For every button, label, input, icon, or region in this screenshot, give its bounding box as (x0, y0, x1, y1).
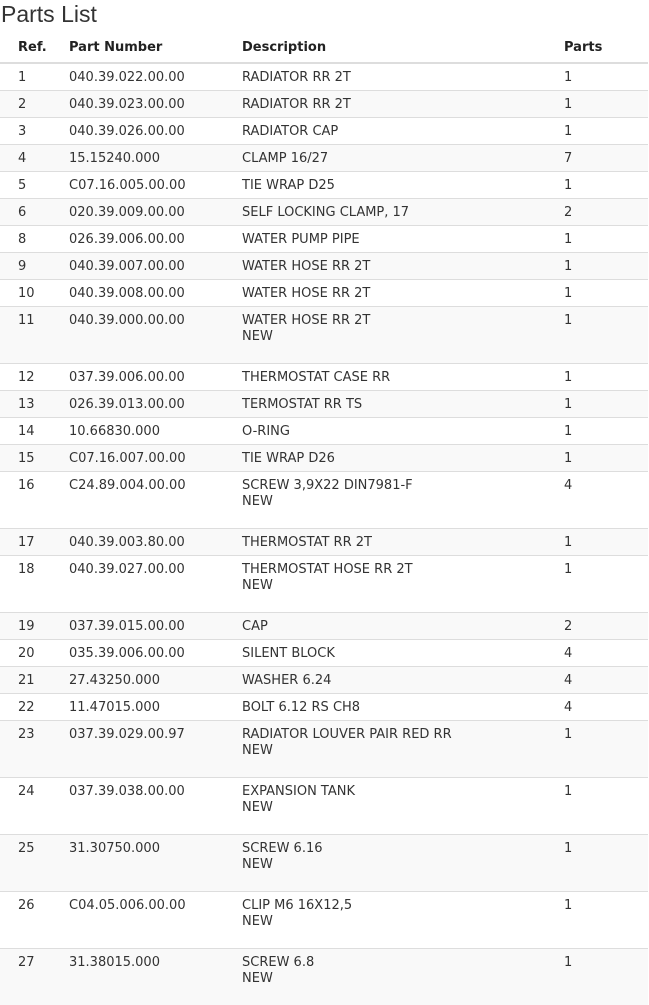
cell-part-number: 035.39.006.00.00 (51, 639, 224, 666)
cell-description (224, 444, 546, 471)
cell-ref: 23 (0, 720, 51, 777)
cell-description (224, 279, 546, 306)
table-row (0, 948, 648, 1005)
table-row (0, 612, 648, 639)
cell-parts: 1 (546, 891, 648, 948)
cell-description (224, 171, 546, 198)
table-row (0, 666, 648, 693)
cell-parts: 1 (546, 777, 648, 834)
table-row (0, 777, 648, 834)
description-text: RADIATOR RR 2T (242, 96, 351, 112)
cell-parts: 1 (546, 225, 648, 252)
cell-part-number: 037.39.029.00.97 (51, 720, 224, 777)
description-note: NEW (242, 493, 273, 509)
cell-ref: 8 (0, 225, 51, 252)
cell-description (224, 666, 546, 693)
cell-description (224, 471, 546, 528)
description-text: CAP (242, 618, 268, 634)
description-text: WATER HOSE RR 2T (242, 285, 371, 301)
description-text: WATER PUMP PIPE (242, 231, 360, 247)
cell-ref: 11 (0, 306, 51, 363)
cell-parts: 7 (546, 144, 648, 171)
cell-part-number: 037.39.015.00.00 (51, 612, 224, 639)
cell-description (224, 117, 546, 144)
table-row (0, 417, 648, 444)
description-text: SCREW 6.8 (242, 954, 315, 970)
table-row (0, 528, 648, 555)
cell-part-number: 037.39.006.00.00 (51, 363, 224, 390)
cell-part-number: 040.39.008.00.00 (51, 279, 224, 306)
cell-parts: 1 (546, 417, 648, 444)
cell-ref: 16 (0, 471, 51, 528)
cell-parts: 1 (546, 528, 648, 555)
cell-part-number: C07.16.005.00.00 (51, 171, 224, 198)
cell-parts: 2 (546, 612, 648, 639)
table-row (0, 90, 648, 117)
cell-ref: 18 (0, 555, 51, 612)
cell-ref: 25 (0, 834, 51, 891)
cell-part-number: 026.39.006.00.00 (51, 225, 224, 252)
description-text: THERMOSTAT CASE RR (242, 369, 391, 385)
cell-part-number: 31.30750.000 (51, 834, 224, 891)
table-row (0, 471, 648, 528)
description-text: SCREW 3,9X22 DIN7981-F (242, 477, 413, 493)
table-row (0, 171, 648, 198)
description-text: THERMOSTAT RR 2T (242, 534, 372, 550)
cell-ref: 20 (0, 639, 51, 666)
description-note: NEW (242, 913, 273, 929)
cell-part-number: 31.38015.000 (51, 948, 224, 1005)
table-header-row (0, 32, 648, 63)
cell-parts: 1 (546, 279, 648, 306)
cell-part-number: 040.39.007.00.00 (51, 252, 224, 279)
table-row (0, 555, 648, 612)
cell-description (224, 417, 546, 444)
cell-ref: 9 (0, 252, 51, 279)
column-header-ref: Ref. (0, 32, 51, 63)
cell-parts: 1 (546, 363, 648, 390)
page-title: Parts List (1, 1, 97, 27)
cell-description (224, 891, 546, 948)
table-row (0, 639, 648, 666)
table-row (0, 363, 648, 390)
cell-description (224, 198, 546, 225)
cell-part-number: 040.39.023.00.00 (51, 90, 224, 117)
cell-description (224, 63, 546, 90)
description-text: TIE WRAP D25 (242, 177, 335, 193)
cell-ref: 4 (0, 144, 51, 171)
table-row (0, 834, 648, 891)
cell-parts: 1 (546, 444, 648, 471)
description-note: NEW (242, 799, 273, 815)
table-row (0, 117, 648, 144)
cell-description (224, 90, 546, 117)
cell-part-number: 026.39.013.00.00 (51, 390, 224, 417)
cell-description (224, 528, 546, 555)
table-row (0, 891, 648, 948)
description-note: NEW (242, 856, 273, 872)
cell-part-number: 15.15240.000 (51, 144, 224, 171)
cell-parts: 1 (546, 390, 648, 417)
cell-parts: 1 (546, 948, 648, 1005)
cell-ref: 10 (0, 279, 51, 306)
table-row (0, 63, 648, 90)
cell-parts: 1 (546, 834, 648, 891)
description-text: EXPANSION TANK (242, 783, 355, 799)
table-row (0, 306, 648, 363)
cell-ref: 3 (0, 117, 51, 144)
cell-parts: 1 (546, 306, 648, 363)
cell-part-number: 11.47015.000 (51, 693, 224, 720)
description-text: O-RING (242, 423, 290, 439)
cell-parts: 1 (546, 63, 648, 90)
cell-description (224, 390, 546, 417)
parts-table-body (0, 63, 648, 1005)
cell-description (224, 639, 546, 666)
cell-part-number: 040.39.022.00.00 (51, 63, 224, 90)
table-row (0, 693, 648, 720)
cell-part-number: 040.39.000.00.00 (51, 306, 224, 363)
cell-part-number: 040.39.026.00.00 (51, 117, 224, 144)
cell-parts: 1 (546, 720, 648, 777)
cell-part-number: 27.43250.000 (51, 666, 224, 693)
cell-description (224, 555, 546, 612)
cell-part-number: C07.16.007.00.00 (51, 444, 224, 471)
cell-ref: 17 (0, 528, 51, 555)
cell-description (224, 363, 546, 390)
cell-parts: 1 (546, 252, 648, 279)
cell-description (224, 144, 546, 171)
cell-ref: 22 (0, 693, 51, 720)
cell-parts: 1 (546, 90, 648, 117)
cell-ref: 12 (0, 363, 51, 390)
cell-ref: 13 (0, 390, 51, 417)
cell-parts: 1 (546, 171, 648, 198)
parts-table (0, 32, 648, 1005)
cell-part-number: 040.39.027.00.00 (51, 555, 224, 612)
table-row (0, 225, 648, 252)
description-text: RADIATOR RR 2T (242, 70, 351, 85)
cell-description (224, 834, 546, 891)
cell-parts: 1 (546, 555, 648, 612)
cell-parts: 4 (546, 666, 648, 693)
cell-part-number: C04.05.006.00.00 (51, 891, 224, 948)
cell-part-number: 040.39.003.80.00 (51, 528, 224, 555)
description-text: SCREW 6.16 (242, 840, 323, 856)
table-row (0, 198, 648, 225)
cell-ref: 19 (0, 612, 51, 639)
cell-description (224, 948, 546, 1005)
description-text: WATER HOSE RR 2T (242, 258, 371, 274)
cell-parts: 4 (546, 639, 648, 666)
cell-ref: 1 (0, 63, 51, 90)
cell-part-number: 020.39.009.00.00 (51, 198, 224, 225)
description-text: WASHER 6.24 (242, 672, 332, 688)
column-header-part-number: Part Number (51, 32, 224, 63)
cell-ref: 2 (0, 90, 51, 117)
cell-parts: 4 (546, 471, 648, 528)
table-row (0, 444, 648, 471)
cell-description (224, 252, 546, 279)
table-row (0, 279, 648, 306)
description-text: RADIATOR LOUVER PAIR RED RR (242, 726, 452, 742)
cell-ref: 15 (0, 444, 51, 471)
table-row (0, 720, 648, 777)
description-text: BOLT 6.12 RS CH8 (242, 699, 361, 715)
description-text: TIE WRAP D26 (242, 450, 335, 466)
cell-ref: 21 (0, 666, 51, 693)
cell-ref: 24 (0, 777, 51, 834)
description-note: NEW (242, 577, 273, 593)
description-text: RADIATOR CAP (242, 123, 339, 139)
description-text: SELF LOCKING CLAMP, 17 (242, 204, 410, 220)
description-text: WATER HOSE RR 2T (242, 312, 371, 328)
cell-description (224, 225, 546, 252)
table-row (0, 144, 648, 171)
cell-ref: 26 (0, 891, 51, 948)
cell-ref: 6 (0, 198, 51, 225)
cell-ref: 5 (0, 171, 51, 198)
description-text: CLIP M6 16X12,5 (242, 897, 353, 913)
cell-description (224, 612, 546, 639)
description-note: NEW (242, 970, 273, 986)
description-text: THERMOSTAT HOSE RR 2T (242, 561, 413, 577)
column-header-parts: Parts (546, 32, 648, 63)
cell-parts: 4 (546, 693, 648, 720)
description-note: NEW (242, 328, 273, 344)
cell-part-number: 10.66830.000 (51, 417, 224, 444)
cell-part-number: 037.39.038.00.00 (51, 777, 224, 834)
description-text: SILENT BLOCK (242, 645, 335, 661)
cell-parts: 2 (546, 198, 648, 225)
cell-part-number: C24.89.004.00.00 (51, 471, 224, 528)
cell-description (224, 777, 546, 834)
column-header-description: Description (224, 32, 546, 63)
cell-ref: 14 (0, 417, 51, 444)
cell-description (224, 306, 546, 363)
table-row (0, 252, 648, 279)
table-row (0, 390, 648, 417)
description-text: TERMOSTAT RR TS (242, 396, 363, 412)
cell-parts: 1 (546, 117, 648, 144)
cell-description (224, 693, 546, 720)
description-text: CLAMP 16/27 (242, 150, 329, 166)
cell-ref: 27 (0, 948, 51, 1005)
description-note: NEW (242, 742, 273, 758)
cell-description (224, 720, 546, 777)
